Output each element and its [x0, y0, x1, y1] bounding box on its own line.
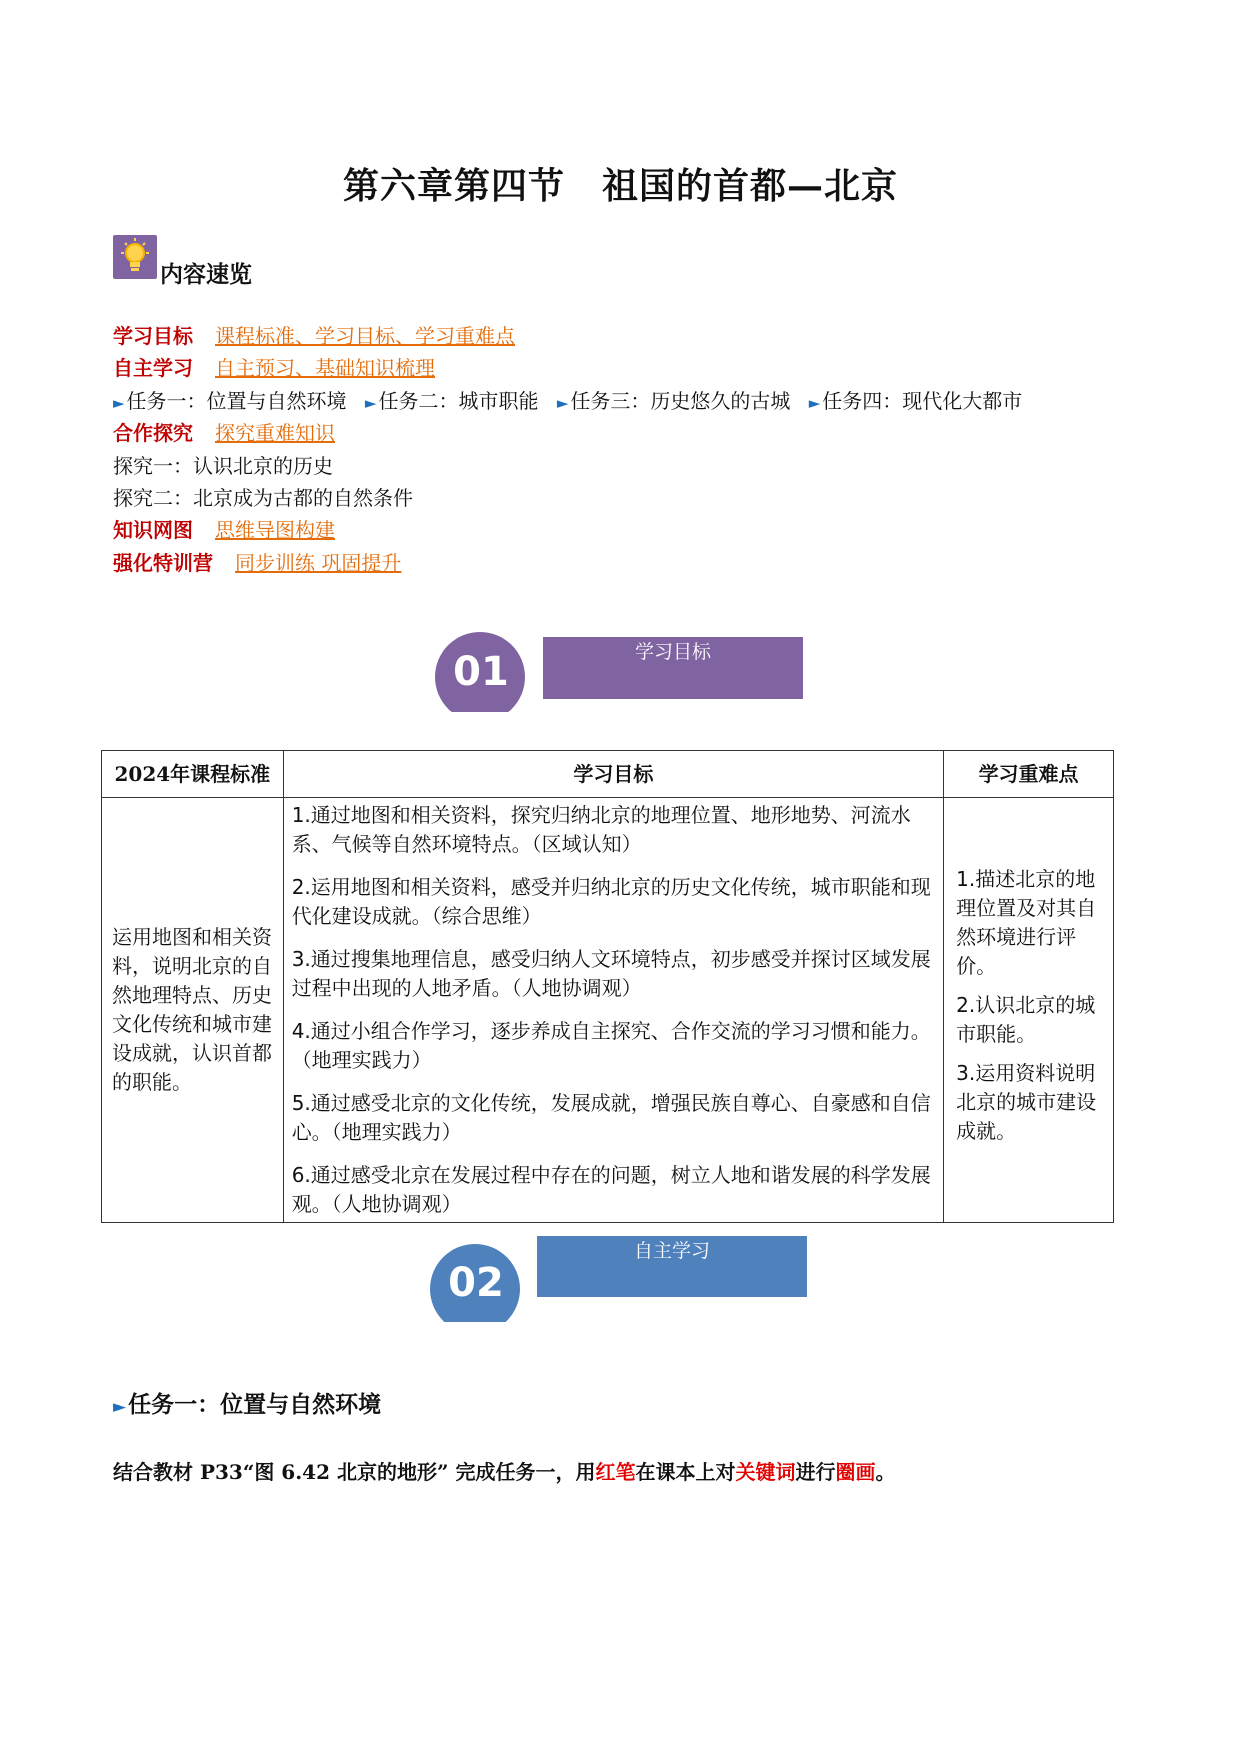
key-points-cell: [944, 798, 1114, 1223]
lightbulb-icon: [113, 235, 157, 279]
goal-item: 5.通过感受北京的文化传统，发展成就，增强民族自尊心、自豪感和自信心。（地理实践力）: [291, 1091, 931, 1144]
toc-explore-2: 探究二：北京成为古都的自然条件: [113, 486, 413, 510]
toc-key: 自主学习: [113, 356, 193, 380]
toc-task-2: 任务二：城市职能: [378, 389, 539, 413]
table-header-row: [102, 751, 1114, 798]
goal-item: 6.通过感受北京在发展过程中存在的问题，树立人地和谐发展的科学发展观。（人地协调观）: [291, 1163, 931, 1216]
header-goals: 学习目标: [283, 751, 943, 798]
instruction-text: 进行: [795, 1460, 836, 1484]
section-number: 01: [453, 649, 509, 695]
instruction-text: 在课本上对: [635, 1460, 736, 1484]
task1-heading: [113, 1386, 381, 1419]
toc-link-mindmap[interactable]: 思维导图构建: [215, 518, 335, 542]
section-badge-02: [430, 1244, 522, 1322]
triangle-right-icon: ►: [556, 394, 569, 412]
toc-link-training[interactable]: 同步训练 巩固提升: [235, 551, 402, 575]
section-bar-self-study: [537, 1236, 807, 1297]
toc-link-self-study[interactable]: 自主预习、基础知识梳理: [215, 356, 435, 380]
goal-item: 3.通过搜集地理信息，感受归纳人文环境特点，初步感受并探讨区域发展过程中出现的人地矛盾。（人地协调观）: [291, 947, 931, 1000]
toc-task-4: 任务四：现代化大都市: [822, 389, 1023, 413]
goal-item: 2.运用地图和相关资料，感受并归纳北京的历史文化传统，城市职能和现代化建设成就。（综合思维）: [291, 875, 931, 928]
section-badge-01: [435, 632, 527, 712]
standard-cell: [102, 798, 284, 1223]
goals-cell: [283, 798, 943, 1223]
goals-table: [101, 750, 1114, 1223]
triangle-right-icon: ►: [364, 394, 377, 412]
toc-task-3: 任务三：历史悠久的古城: [570, 389, 791, 413]
header-key-points: 学习重难点: [944, 751, 1114, 798]
toc-key: 知识网图: [113, 518, 193, 542]
section-bar-learning-goals: [543, 637, 803, 699]
toc-key: 合作探究: [113, 421, 193, 445]
instruction-highlight: 红笔: [595, 1460, 636, 1484]
header-standard: 2024年课程标准: [102, 751, 284, 798]
standard-text: 运用地图和相关资料，说明北京的自然地理特点、历史文化传统和城市建设成就，认识首都的职能。: [112, 925, 272, 1094]
triangle-right-icon: ►: [808, 394, 821, 412]
toc-explore-1: 探究一：认识北京的历史: [113, 454, 333, 478]
toc-item-mindmap: [113, 514, 335, 543]
toc-key: 强化特训营: [113, 551, 213, 575]
task1-instruction: [113, 1456, 895, 1485]
section-label: 学习目标: [634, 641, 711, 663]
toc-link-learning-goals[interactable]: 课程标准、学习目标、学习重难点: [215, 324, 515, 348]
toc-item-cooperation: [113, 417, 335, 446]
toc-task-list: [113, 385, 1034, 414]
instruction-highlight: 关键词: [735, 1460, 796, 1484]
section-number: 02: [448, 1260, 504, 1306]
instruction-highlight: 圈画: [835, 1460, 876, 1484]
instruction-text: 结合教材 P33“图 6.42 北京的地形” 完成任务一，用: [113, 1460, 596, 1484]
toc-task-1: 任务一：位置与自然环境: [126, 389, 347, 413]
table-row: [102, 798, 1114, 1223]
instruction-text: 。: [875, 1460, 896, 1484]
overview-heading: 内容速览: [160, 262, 252, 288]
toc-link-cooperation[interactable]: 探究重难知识: [215, 421, 335, 445]
goal-item: 1.通过地图和相关资料，探究归纳北京的地理位置、地形地势、河流水系、气候等自然环境特点。（区域认知）: [291, 803, 911, 856]
task1-heading-text: 任务一：位置与自然环境: [128, 1392, 382, 1418]
toc-item-self-study: [113, 352, 435, 381]
goal-item: 4.通过小组合作学习，逐步养成自主探究、合作交流的学习习惯和能力。（地理实践力）: [291, 1019, 931, 1072]
toc-key: 学习目标: [113, 324, 193, 348]
toc-item-learning-goals: [113, 320, 515, 349]
section-label: 自主学习: [633, 1240, 710, 1262]
key-point: 3.运用资料说明北京的城市建设成就。: [956, 1060, 1097, 1143]
page-title: 第六章第四节 祖国的首都—北京: [342, 165, 898, 207]
key-point: 2.认识北京的城市职能。: [956, 992, 1096, 1046]
triangle-right-icon: ►: [113, 394, 125, 412]
toc-item-training: [113, 547, 401, 576]
triangle-right-icon: ►: [113, 1397, 127, 1417]
key-point: 1.描述北京的地理位置及对其自然环境进行评价。: [956, 866, 1097, 978]
